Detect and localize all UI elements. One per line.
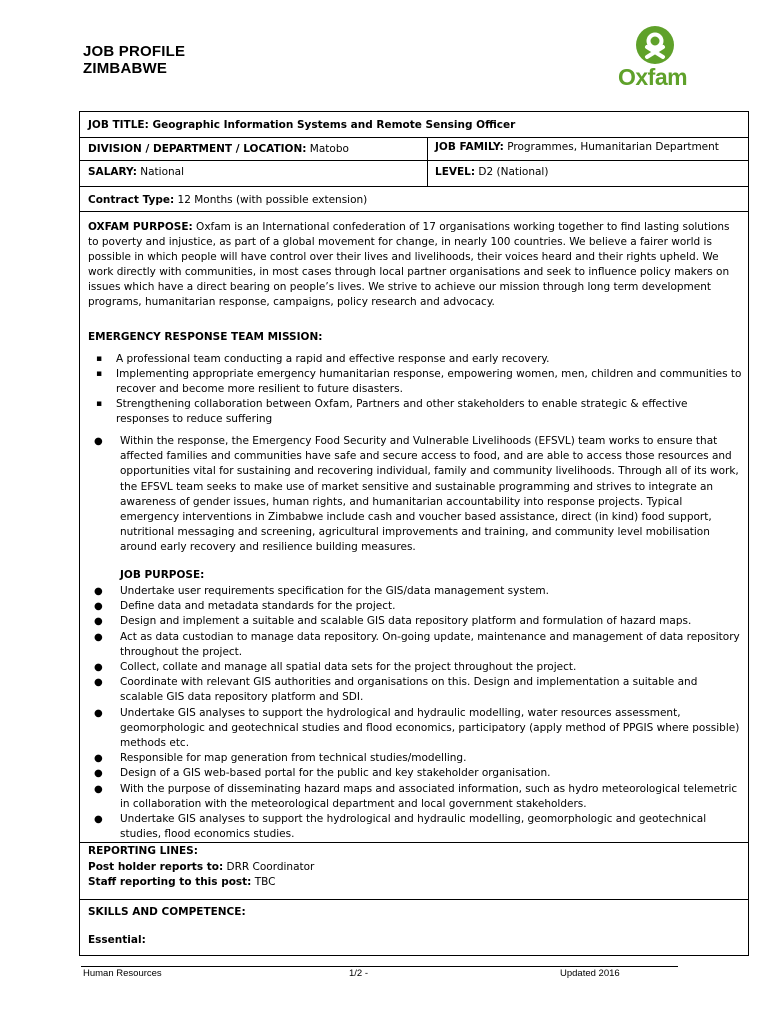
footer-page-number: 1/2 - bbox=[349, 968, 369, 979]
list-item: ● Undertake user requirements specification for the GIS/data management system. bbox=[80, 584, 742, 599]
list-item: ● Act as data custodian to manage data repository. On-going update, maintenance and management of data repository throughout the project. bbox=[94, 630, 740, 658]
oxfam-logo-icon bbox=[636, 26, 674, 64]
list-item: ● Define data and metadata standards for the project. bbox=[80, 599, 742, 614]
list-item: ● Undertake GIS analyses to support the hydrological and hydraulic modelling, geomorphologic and geotechnical studies, flood economics studies. bbox=[94, 813, 707, 841]
list-item: ● With the purpose of disseminating hazard maps and associated information, such as hydro meteorological telemetric in collaboration with the meteorological department and local government stakeholders. bbox=[94, 782, 738, 810]
oxfam-purpose-paragraph bbox=[88, 220, 742, 311]
oxfam-logo-text: Oxfam bbox=[618, 64, 688, 90]
list-item: ● Coordinate with relevant GIS authorities and organisations on this. Design and implementation a suitable and scalable GIS data repository platform and SDI. bbox=[94, 676, 698, 704]
salary-cell bbox=[88, 165, 184, 179]
essential-label: Essential: bbox=[88, 934, 146, 946]
heading-country: ZIMBABWE bbox=[83, 60, 168, 77]
level-cell bbox=[435, 165, 548, 179]
staff-reporting-value: TBC bbox=[251, 876, 276, 888]
job-profile-table bbox=[79, 111, 749, 956]
bullet-icon: ● bbox=[94, 677, 103, 689]
bullet-icon: ● bbox=[94, 616, 103, 628]
salary-label: SALARY: bbox=[88, 166, 137, 178]
list-item: ▪ Strengthening collaboration between Oxfam, Partners and other stakeholders to enable strategic & effective responses to reduce suffering bbox=[96, 398, 688, 425]
contract-value: 12 Months (with possible extension) bbox=[174, 194, 368, 206]
ert-mission-heading: EMERGENCY RESPONSE TEAM MISSION: bbox=[88, 331, 323, 343]
staff-reporting-label: Staff reporting to this post: bbox=[88, 876, 252, 888]
job-purpose-list bbox=[80, 584, 742, 842]
list-item: ● Within the response, the Emergency Food Security and Vulnerable Livelihoods (EFSVL) team works to ensure that affected families and communities have safe and secure access to food, and are able to access those resources and opportunities vital for sustaining and recovering individual, family and community livelihoods. Through all of its work, the EFSVL team seeks to make use of market sensitive and sustainable programming and strives to integrate an awareness of gender issues, human rights, and humanitarian accountability into response projects. Typical emergency interventions in Zimbabwe include cash and voucher based assistance, direct (in kind) food support, nutritional messaging and screening, agricultural improvements and training, and community level mobilisation around early recovery and resilience building measures. bbox=[94, 435, 739, 554]
division-value: Matobo bbox=[306, 143, 349, 155]
level-value: D2 (National) bbox=[475, 166, 549, 178]
bullet-icon: ● bbox=[94, 436, 103, 447]
job-family-cell bbox=[435, 140, 719, 154]
list-item: ▪ A professional team conducting a rapid and effective response and early recovery. bbox=[96, 353, 550, 365]
post-holder-label: Post holder reports to: bbox=[88, 860, 224, 873]
job-title-row bbox=[88, 118, 515, 132]
list-item: ● Undertake GIS analyses to support the hydrological and hydraulic modelling, water resources assessment, geomorphologic and geotechnical studies and flood economics, participatory (apply method of PPGIS where possible) methods etc. bbox=[94, 706, 740, 750]
ert-mission-list bbox=[80, 352, 742, 427]
bullet-icon: ● bbox=[94, 768, 103, 780]
footer-updated: Updated 2016 bbox=[560, 968, 620, 979]
bullet-icon: ● bbox=[94, 631, 103, 643]
bullet-icon: ● bbox=[94, 662, 103, 674]
salary-value: National bbox=[136, 166, 184, 178]
list-item: ● Design of a GIS web-based portal for the public and key stakeholder organisation. bbox=[80, 766, 742, 781]
bullet-icon: ● bbox=[94, 601, 103, 613]
reporting-lines-section bbox=[88, 844, 314, 891]
reporting-lines-heading: REPORTING LINES: bbox=[88, 845, 198, 857]
square-bullet-icon: ▪ bbox=[96, 399, 103, 409]
oxfam-purpose-text: Oxfam is an International confederation of 17 organisations working together to find lasting solutions to poverty and injustice, as part of a global movement for change, in nearly 100 countries. We believe a fairer world is possible in which people will have control over their lives and livelihoods, their voices heard and their rights upheld. We work directly with communities, in most cases through local partner organisations and seek to influence policy makers on issues which have a direct bearing on people’s lives. We strive to achieve our mission through long term development programs, humanitarian response, campaigns, policy research and advocacy. bbox=[88, 221, 730, 309]
skills-heading: SKILLS AND COMPETENCE: bbox=[88, 906, 246, 918]
contract-cell bbox=[88, 193, 367, 207]
level-label: LEVEL: bbox=[435, 166, 476, 178]
footer-department: Human Resources bbox=[83, 968, 162, 979]
list-item: ● Design and implement a suitable and scalable GIS data repository platform and formulation of hazard maps. bbox=[80, 614, 742, 629]
bullet-icon: ● bbox=[94, 814, 103, 826]
document-heading bbox=[83, 43, 185, 77]
efsvl-list bbox=[80, 434, 742, 556]
heading-job-profile: JOB PROFILE bbox=[83, 43, 186, 60]
list-item: ▪ Implementing appropriate emergency humanitarian response, empowering women, men, children and communities to recover and become more resilient to future disasters. bbox=[96, 368, 742, 395]
contract-label: Contract Type: bbox=[88, 194, 175, 206]
oxfam-logo bbox=[618, 26, 688, 92]
square-bullet-icon: ▪ bbox=[96, 354, 103, 364]
square-bullet-icon: ▪ bbox=[96, 369, 103, 379]
job-title-label: JOB TITLE: bbox=[88, 119, 149, 131]
job-title-value: Geographic Information Systems and Remote Sensing Officer bbox=[148, 119, 516, 131]
job-family-value: Programmes, Humanitarian Department bbox=[503, 141, 719, 153]
job-family-label: JOB FAMILY: bbox=[435, 141, 504, 153]
division-label: DIVISION / DEPARTMENT / LOCATION: bbox=[88, 143, 307, 155]
bullet-icon: ● bbox=[94, 707, 103, 719]
job-purpose-heading: JOB PURPOSE: bbox=[120, 569, 205, 581]
footer-divider bbox=[81, 966, 678, 967]
division-cell bbox=[88, 142, 349, 156]
post-holder-value: DRR Coordinator bbox=[223, 860, 315, 873]
list-item: ● Collect, collate and manage all spatial data sets for the project throughout the project. bbox=[80, 660, 742, 675]
bullet-icon: ● bbox=[94, 586, 103, 597]
list-item: ● Responsible for map generation from technical studies/modelling. bbox=[80, 751, 742, 766]
bullet-icon: ● bbox=[94, 783, 103, 795]
oxfam-purpose-label: OXFAM PURPOSE: bbox=[88, 221, 193, 233]
bullet-icon: ● bbox=[94, 753, 103, 765]
